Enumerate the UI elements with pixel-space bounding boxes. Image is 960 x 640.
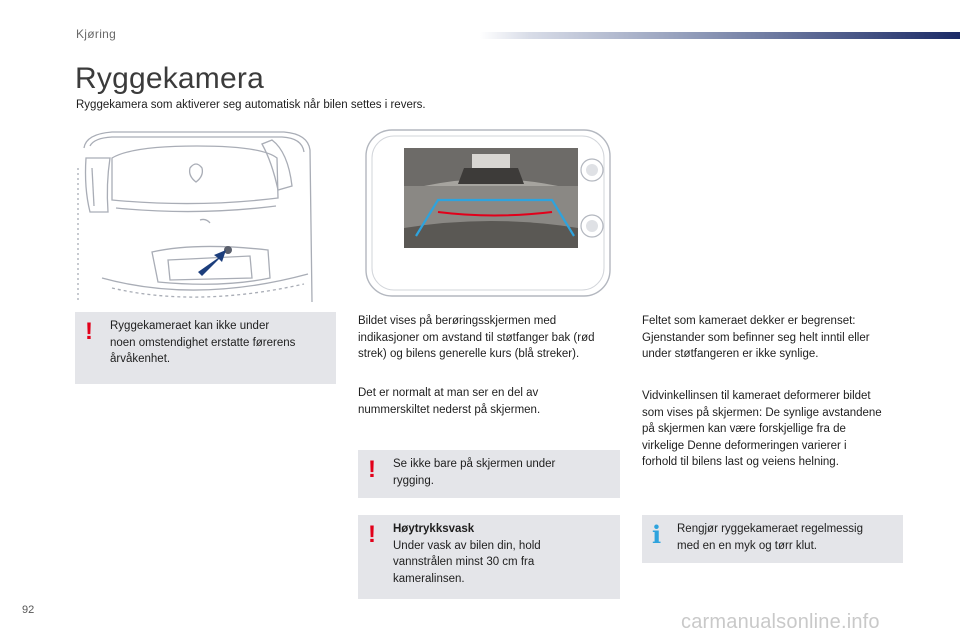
info-icon: i: [652, 520, 662, 549]
info-note-text: Rengjør ryggekameraet regelmessig med en en myk og tørr klut.: [677, 523, 863, 552]
warning-note-camera: [75, 312, 336, 384]
page-subtitle: Ryggekamera som aktiverer seg automatisk når bilen settes i revers.: [76, 99, 426, 111]
license-plate-paragraph: Det er normalt at man ser en del av nummerskiltet nederst på skjermen.: [358, 387, 541, 416]
warning-note-title: Høytrykksvask: [393, 523, 475, 535]
wide-angle-paragraph: Vidvinkellinsen til kameraet deformerer bildet som vises på skjermen: De synlige avstandene på skjermen kan være forskjellige fra de virkelige Denne deformeringen varierer i forhold til bilens last og veiens helning.: [642, 390, 882, 468]
page-number: 92: [22, 604, 35, 616]
section-label: Kjøring: [76, 27, 117, 41]
screen-info-paragraph: Bildet vises på berøringsskjermen med indikasjoner om avstand til støtfanger bak (rød strek) og bilens generelle kurs (blå streker).: [358, 315, 595, 360]
warning-icon: !: [368, 521, 376, 548]
warning-icon: !: [85, 318, 93, 345]
warning-note-text: Høytrykksvask Under vask av bilen din, hold vannstrålen minst 30 cm fra kameralinsen.: [393, 523, 541, 585]
warning-note-screen: [358, 450, 620, 498]
reversing-camera-screen-illustration: [364, 128, 614, 298]
page-title: Ryggekamera: [75, 62, 264, 95]
warning-icon: !: [368, 456, 376, 483]
watermark: carmanualsonline.info: [681, 611, 880, 633]
warning-note-text: Se ikke bare på skjermen under rygging.: [393, 458, 556, 487]
warning-note-pressure-washer: [358, 515, 620, 599]
warning-note-text: Ryggekameraet kan ikke under noen omstendighet erstatte førerens årvåkenhet.: [110, 320, 296, 365]
car-rear-camera-illustration: [72, 128, 324, 302]
header-gradient-bar: [480, 32, 960, 39]
info-note-cleaning: [642, 515, 903, 563]
field-of-view-paragraph: Feltet som kameraet dekker er begrenset: Gjenstander som befinner seg helt inntil eller under støtfangeren er ikke synlige.: [642, 315, 870, 360]
